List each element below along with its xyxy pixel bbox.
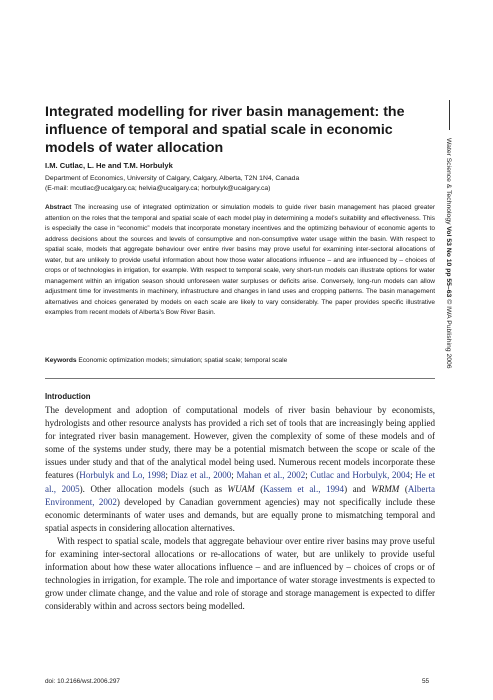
text: ) developed by Canadian government agencies) may not specifically include these economic determinants of water uses and demands, but are equally prone to mismatching temporal and spatial aspects in considering allocation alternatives. (45, 496, 435, 533)
article-title: Integrated modelling for river basin management: the influence of temporal and spatial scale in economic models of water allocation (45, 104, 405, 156)
text: ; (165, 470, 171, 481)
paragraph-1 (45, 404, 435, 535)
text: ). Other allocation models (such as (79, 483, 228, 494)
citation-link[interactable]: Horbulyk and Lo, 1998 (79, 470, 166, 481)
keywords (45, 357, 435, 364)
publisher: © IWA Publishing 2006 (445, 297, 452, 369)
introduction-heading: Introduction (45, 392, 91, 401)
abstract-text: The increasing use of integrated optimization or simulation models to guide river basin management has placed greater attention on the roles that the temporal and spatial scale of each model play in determining a model’s suitability and effectiveness. This is especially the case in “economic” models that incorporate monetary incentives and the optimizing behaviour of economic agents to address decisions about the sources and levels of consumptive and non-consumptive water usage within the basin. With respect to spatial scale, models that aggregate behaviour over entire river basins may prove useful for examining inter-sectoral allocations of water, but are unlikely to provide useful information about how those water allocations influence – and are influenced by – choices of crops or of technologies in irrigation, for example. With respect to temporal scale, very short-run models can illustrate options for water management within an irrigation season should unforeseen water surpluses or deficits arise. Conversely, long-run models can allow adjustment time for investments in machinery, infrastructure and changes in land uses and cropping patterns. The basin management alternatives and choices generated by models on each scale are likely to vary considerably. The paper provides specific illustrative examples from recent models of Alberta’s Bow River Basin. (45, 204, 435, 317)
affiliation: Department of Economics, University of Calgary, Calgary, Alberta, T2N 1N4, Canada (45, 175, 300, 182)
citation-link[interactable]: Cutlac and Horbulyk, 2004 (310, 470, 411, 481)
abstract (45, 203, 435, 319)
citation-link[interactable]: Diaz et al., 2000 (170, 470, 232, 481)
text: ; (231, 470, 237, 481)
volume-info: Vol 53 No 10 pp 55–63 (445, 226, 452, 298)
text: ( (399, 483, 408, 494)
section-divider (45, 378, 435, 379)
model-name: WUAM (227, 483, 255, 494)
text: ) and (344, 483, 372, 494)
affiliation-block (45, 174, 435, 195)
body-text (45, 404, 435, 614)
abstract-label: Abstract (45, 204, 72, 211)
journal-name: Water Science & Technology (445, 138, 452, 227)
text: ; (410, 470, 416, 481)
page-number: 55 (422, 678, 430, 685)
keywords-text: Economic optimization models; simulation; spatial scale; temporal scale (78, 357, 288, 364)
email-line: (E-mail: mcutlac@ucalgary.ca; helvia@ucalgary.ca; horbulyk@ucalgary.ca) (45, 185, 271, 193)
text: ; (305, 470, 311, 481)
keywords-label: Keywords (45, 357, 77, 364)
citation-link[interactable]: He et al., 2005 (45, 470, 435, 494)
text: ( (254, 483, 264, 494)
margin-rule (449, 100, 450, 130)
text: The development and adoption of computational models of river basin behaviour by economists, hydrologists and other resource analysts has provided a rich set of tools that are increasingly being applied for integrated river basin management. However, given the complexity of some of these models and of some of the systems under study, there may be a potential mismatch between the scope or scale of the issues under study and that of the analytical model being used. Numerous recent models incorporate these features ( (45, 405, 435, 481)
authors: I.M. Cutlac, L. He and T.M. Horbulyk (45, 161, 173, 170)
citation-link[interactable]: Alberta Environment, 2002 (45, 483, 435, 507)
paragraph-2: With respect to spatial scale, models that aggregate behaviour over entire river basins may prove useful for examining inter-sectoral allocations or re-allocations of water, but are unlikely to provide useful information about how these water allocations influence – and are influenced by – choices of crops or of technologies in irrigation, for example. The role and importance of water storage investments is expected to grow under climate change, and the value and role of storage and storage management is expected to differ considerably within and across sectors being modelled. (45, 535, 435, 612)
model-name: WRMM (371, 483, 400, 494)
doi: doi: 10.2166/wst.2006.297 (45, 678, 120, 685)
journal-info (445, 138, 452, 369)
citation-link[interactable]: Mahan et al., 2002 (236, 470, 306, 481)
citation-link[interactable]: Kassem et al., 1994 (263, 483, 345, 494)
